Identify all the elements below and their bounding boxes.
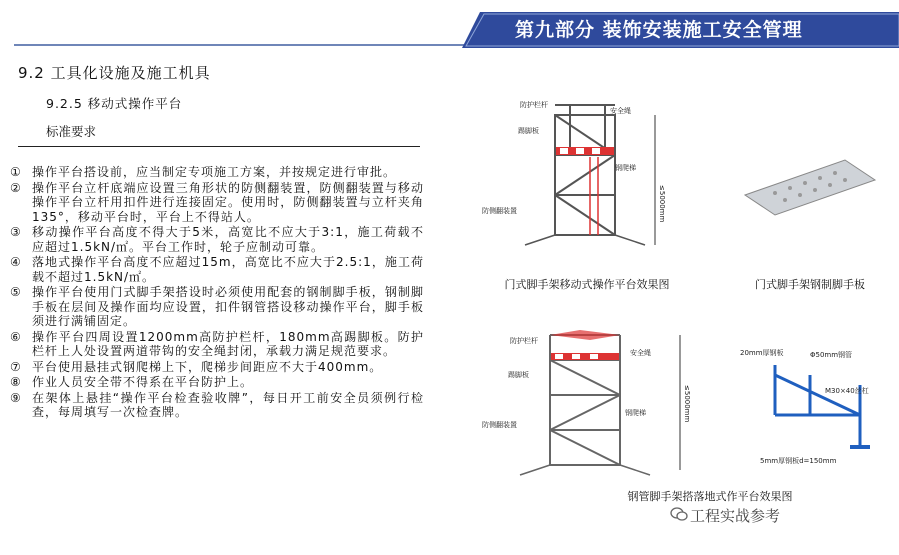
wechat-icon [670,506,688,522]
list-item [10,255,424,284]
subsection-title: 9.2.5 移动式操作平台 [46,96,183,111]
list-item-text: 移动操作平台高度不得大于5米，高宽比不应大于3:1，施工荷载不应超过1.5kN/㎡。平台工作时，轮子应制动可靠。 [32,225,424,254]
label-ladder: 钢爬梯 [625,409,646,417]
list-item-text: 操作平台使用门式脚手架搭设时必须使用配套的钢制脚手板，钢制脚手板在层间及操作面均应设置，扣件钢管搭设移动操作平台，脚手板须进行满铺固定。 [32,285,424,328]
list-item [10,330,424,359]
list-item-number: ③ [10,225,22,239]
header-divider-line [14,44,484,46]
list-item-text: 操作平台四周设置1200mm高防护栏杆，180mm高踢脚板。防护栏杆上人处设置两道带钩的安全绳封闭，承载力满足规范要求。 [32,329,424,358]
list-item [10,165,424,180]
list-item [10,375,424,390]
label-bolt: M30×40丝杠 [825,387,869,395]
list-item [10,391,424,420]
chapter-title: 第九部分 装饰安装施工安全管理 [515,19,803,41]
list-item-text: 操作平台立杆底端应设置三角形状的防侧翻装置，防侧翻装置与移动操作平台立杆用扣件进行连接固定。使用时，防侧翻装置与立杆夹角135°，移动平台时，平台上不得站人。 [32,180,424,224]
label-safety-rope: 安全绳 [610,107,631,115]
heading-divider [18,146,420,147]
section-title: 9.2 工具化设施及施工机具 [18,64,211,82]
label-guardrail: 防护栏杆 [520,101,548,109]
list-item-number: ② [10,180,22,195]
label-steel-plate: 20mm厚钢板 [740,349,784,357]
requirements-heading: 标准要求 [46,124,97,139]
figure-steel-tube-platform [480,325,700,480]
requirements-list [10,165,424,421]
list-item [10,360,424,375]
label-toeboard: 踢脚板 [518,127,539,135]
figure-anti-tip-detail [740,345,885,470]
figure-caption: 门式脚手架钢制脚手板 [755,278,865,291]
list-item-number: ⑥ [10,329,22,344]
label-toeboard: 踢脚板 [508,371,529,379]
label-steel-pipe: Φ50mm钢管 [810,351,853,359]
list-item-text: 作业人员安全带不得系在平台防护上。 [32,375,254,389]
list-item-text: 在架体上悬挂“操作平台检查验收牌”，每日开工前安全员须例行检查，每周填写一次检查牌。 [32,390,424,419]
label-height: ≤5000mm [658,185,666,223]
list-item-text: 落地式操作平台高度不应超过15m，高宽比不应大于2.5:1，施工荷载不超过1.5kN/㎡。 [32,255,424,284]
list-item-number: ⑧ [10,375,22,389]
watermark: 工程实战参考 [690,507,781,525]
figure-door-frame-platform [480,95,690,265]
list-item-number: ⑤ [10,285,22,299]
figure-caption: 钢管脚手架搭落地式作平台效果图 [627,490,793,503]
figure-caption: 门式脚手架移动式操作平台效果图 [504,278,670,291]
label-anti-tip: 防侧翻装置 [482,421,517,429]
label-height: ≤5000mm [683,385,691,423]
list-item-number: ④ [10,255,22,269]
list-item-number: ⑨ [10,390,22,405]
list-item-text: 平台使用悬挂式钢爬梯上下，爬梯步间距应不大于400mm。 [32,359,383,374]
figure-steel-scaffold-board [735,155,885,225]
list-item-number: ① [10,165,22,179]
label-ladder: 钢爬梯 [615,164,636,172]
label-guardrail: 防护栏杆 [510,337,538,345]
list-item-text: 操作平台搭设前，应当制定专项施工方案，并按规定进行审批。 [32,165,397,179]
label-safety-rope: 安全绳 [630,349,651,357]
label-anti-tip: 防侧翻装置 [482,207,517,215]
list-item [10,181,424,225]
list-item [10,225,424,254]
list-item [10,285,424,329]
list-item-number: ⑦ [10,359,22,374]
label-base-plate: 5mm厚钢板d=150mm [760,457,837,465]
